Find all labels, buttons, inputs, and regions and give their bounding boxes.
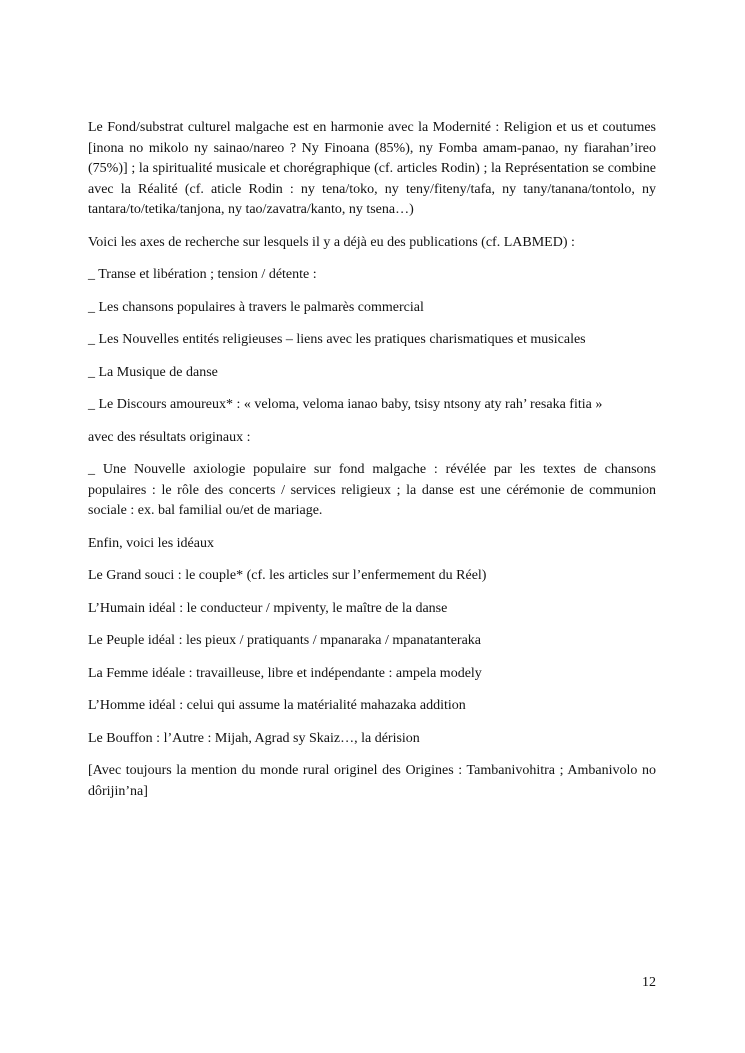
ideal-man: L’Homme idéal : celui qui assume la matérialité mahazaka addition: [88, 698, 466, 713]
paragraph-rural-world: [Avec toujours la mention du monde rural originel des Origines : Tambanivohitra ; Ambanivolo no dôrijin’na]: [88, 763, 656, 799]
ideal-woman: La Femme idéale : travailleuse, libre et indépendante : ampela modely: [88, 665, 482, 681]
paragraph-research-axes-intro: Voici les axes de recherche sur lesquels il y a déjà eu des publications (cf. LABMED) :: [88, 234, 575, 250]
ideal-great-concern: Le Grand souci : le couple* (cf. les articles sur l’enfermement du Réel): [88, 568, 487, 583]
ideal-people: Le Peuple idéal : les pieux / pratiquants / mpanaraka / mpanatanteraka: [88, 633, 482, 648]
list-item-popular-songs: _ Les chansons populaires à travers le palmarès commercial: [88, 299, 424, 315]
page-body: [88, 118, 656, 814]
list-item-religious-entities: _ Les Nouvelles entités religieuses – liens avec les pratiques charismatiques et musicales: [88, 332, 586, 347]
paragraph-original-results: avec des résultats originaux :: [88, 429, 251, 445]
ideal-jester: Le Bouffon : l’Autre : Mijah, Agrad sy Skaiz…, la dérision: [88, 730, 420, 746]
list-item-new-axiology: _ Une Nouvelle axiologie populaire sur fond malgache : révélée par les textes de chansons populaires : le rôle des concerts / services religieux ; la danse est une cérémonie de communion sociale : ex. bal familial ou/et de mariage.: [88, 462, 656, 518]
paragraph-ideals-intro: Enfin, voici les idéaux: [88, 535, 214, 551]
page-number: 12: [642, 975, 656, 990]
ideal-human: L’Humain idéal : le conducteur / mpiventy, le maître de la danse: [88, 600, 448, 616]
list-item-dance-music: _ La Musique de danse: [88, 364, 218, 380]
list-item-trance: _ Transe et libération ; tension / détente :: [88, 267, 317, 282]
paragraph-cultural-substrate: Le Fond/substrat culturel malgache est en harmonie avec la Modernité : Religion et us et coutumes [inona no mikolo ny sainao/nareo ? Ny Finoana (85%), ny Fomba amam-panao, ny fiarahan’ireo (75%)] ; la spiritualité musicale et chorégraphique (cf. articles Rodin) ; la Représentation se combine avec la Réalité (cf. aticle Rodin : ny tena/toko, ny teny/fiteny/tafa, ny tany/tanana/tontolo, ny tantara/to/tetika/tanjona, ny tao/zavatra/kanto, ny tsena…): [88, 120, 656, 217]
list-item-love-discourse: _ Le Discours amoureux* : « veloma, veloma ianao baby, tsisy ntsony aty rah’ resaka fitia »: [88, 397, 603, 412]
